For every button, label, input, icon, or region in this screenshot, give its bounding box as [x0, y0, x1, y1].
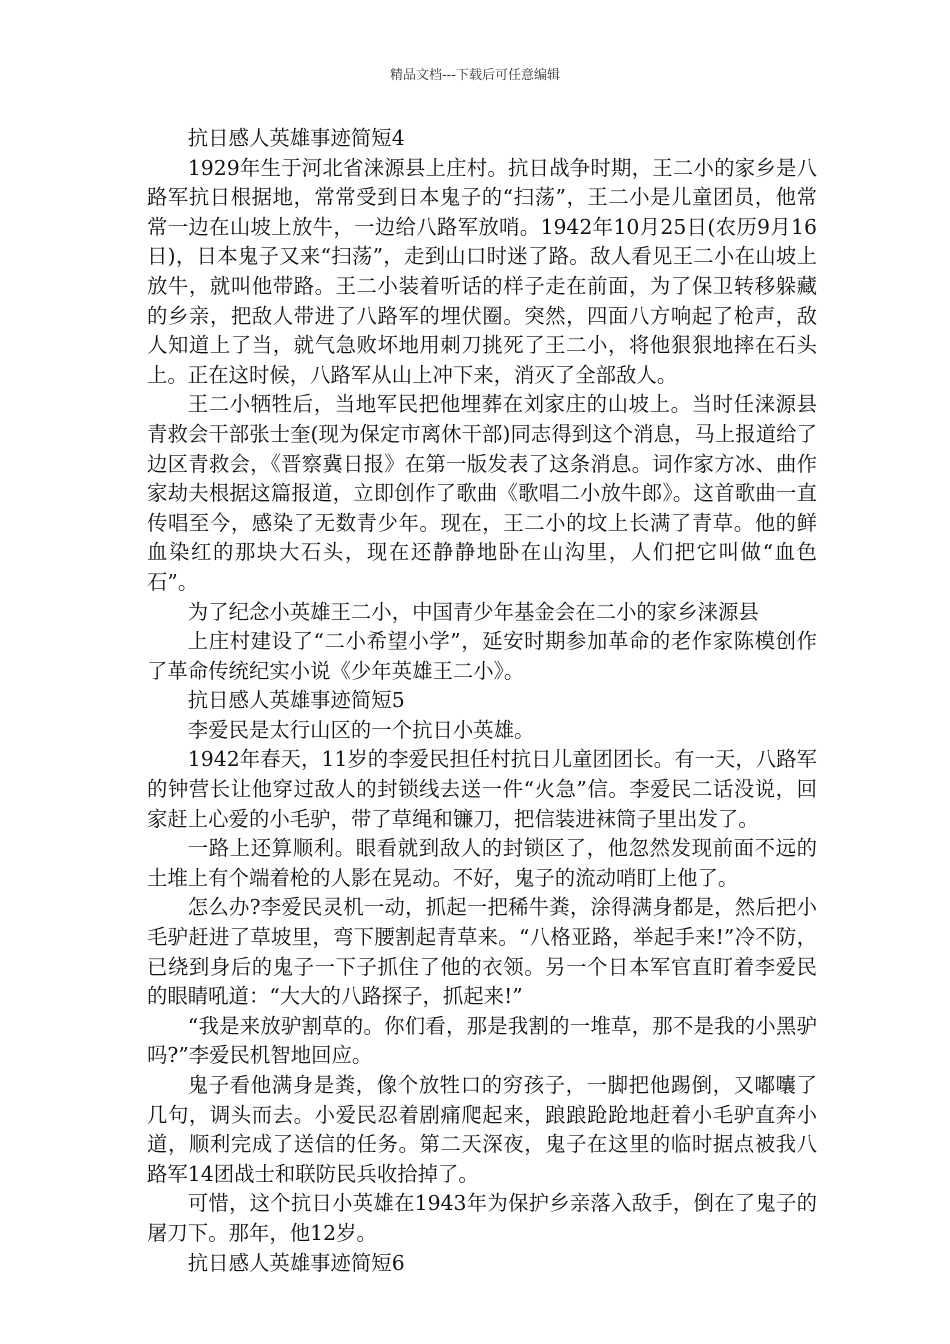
- section-heading-5: 抗日感人英雄事迹简短5: [187, 688, 405, 713]
- paragraph: 上庄村建设了“二小希望小学”，延安时期参加革命的老作家陈模创作了革命传统纪实小说《少年英雄王二小》。: [147, 629, 817, 683]
- paragraph: 王二小牺牲后，当地军民把他埋葬在刘家庄的山坡上。当时任涞源县青救会干部张士奎(现为保定市离休干部)同志得到这个消息，马上报道给了边区青救会，《晋察冀日报》在第一版发表了这条消息。词作家方冰、曲作家劫夫根据这篇报道，立即创作了歌曲《歌唱二小放牛郎》。这首歌曲一直传唱至今，感染了无数青少年。现在，王二小的坟上长满了青草。他的鲜血染红的那块大石头，现在还静静地卧在山沟里，人们把它叫做“血色石”。: [147, 392, 817, 594]
- paragraph: 怎么办?李爱民灵机一动，抓起一把稀牛粪，涂得满身都是，然后把小毛驴赶进了草坡里，弯下腰割起青草来。“八格亚路，举起手来!”冷不防，已绕到身后的鬼子一下子抓住了他的衣领。另一个日本军官直盯着李爱民的眼睛吼道：“大大的八路探子，抓起来!”: [147, 895, 817, 1009]
- section-heading-4: 抗日感人英雄事迹简短4: [187, 126, 405, 150]
- paragraph: 1929年生于河北省涞源县上庄村。抗日战争时期，王二小的家乡是八路军抗日根据地，常常受到日本鬼子的“扫荡”，王二小是儿童团员，他常常一边在山坡上放牛，一边给八路军放哨。1942年10月25日(农历9月16日)，日本鬼子又来“扫荡”，走到山口时迷了路。敌人看见王二小在山坡上放牛，就叫他带路。王二小装着听话的样子走在前面，为了保卫转移躲藏的乡亲，把敌人带进了八路军的埋伏圈。突然，四面八方响起了枪声，敌人知道上了当，就气急败坏地用刺刀挑死了王二小，将他狠狠地摔在石头上。正在这时候，八路军从山上冲下来，消灭了全部敌人。: [147, 155, 817, 387]
- paragraph: 为了纪念小英雄王二小，中国青少年基金会在二小的家乡涞源县: [187, 599, 759, 624]
- paragraph: 可惜，这个抗日小英雄在1943年为保护乡亲落入敌手，倒在了鬼子的屠刀下。那年，他12岁。: [147, 1191, 817, 1245]
- paragraph: 一路上还算顺利。眼看就到敌人的封锁区了，他忽然发现前面不远的土堆上有个端着枪的人影在晃动。不好，鬼子的流动哨盯上他了。: [147, 836, 817, 890]
- paragraph: 鬼子看他满身是粪，像个放牲口的穷孩子，一脚把他踢倒，又嘟囔了几句，调头而去。小爱民忍着剧痛爬起来，踉踉跄跄地赶着小毛驴直奔小道，顺利完成了送信的任务。第二天深夜，鬼子在这里的临时据点被我八路军14团战士和联防民兵收拾掉了。: [147, 1073, 817, 1186]
- section-heading-6: 抗日感人英雄事迹简短6: [187, 1250, 405, 1275]
- paragraph: “我是来放驴割草的。你们看，那是我割的一堆草，那不是我的小黑驴吗?”李爱民机智地回应。: [147, 1013, 817, 1068]
- paragraph: 1942年春天，11岁的李爱民担任村抗日儿童团团长。有一天，八路军的钟营长让他穿过敌人的封锁线去送一件“火急”信。李爱民二话没说，回家赶上心爱的小毛驴，带了草绳和镰刀，把信装进袜筒子里出发了。: [147, 747, 817, 831]
- document-body: [147, 124, 817, 1278]
- page-header: 精品文档---下载后可任意编辑: [389, 68, 561, 83]
- paragraph: 李爱民是太行山区的一个抗日小英雄。: [187, 717, 535, 742]
